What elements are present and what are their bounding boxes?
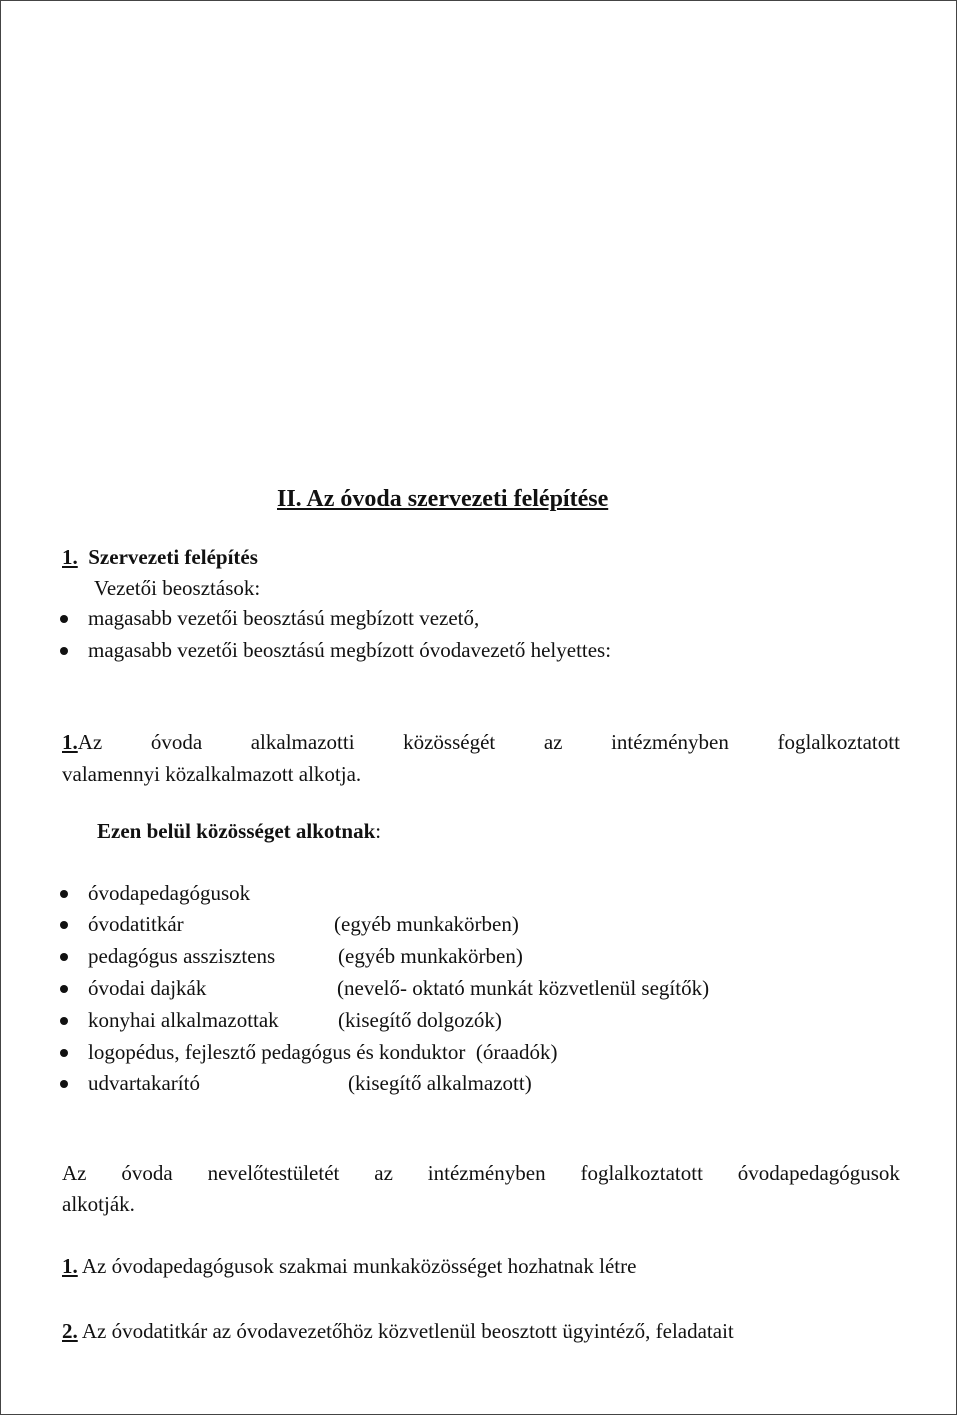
item-note: (kisegítő dolgozók) xyxy=(338,1008,502,1032)
paragraph-1-line-2: valamennyi közalkalmazott alkotja. xyxy=(62,762,362,786)
section-title: Szervezeti felépítés xyxy=(88,545,258,569)
community-item xyxy=(88,944,523,968)
word: óvoda xyxy=(150,730,203,754)
section-heading xyxy=(62,545,258,569)
word: közösségét xyxy=(403,730,496,754)
word: Az xyxy=(77,730,103,754)
word: óvoda xyxy=(121,1161,173,1185)
community-item xyxy=(88,912,519,936)
item-name: óvodatitkár xyxy=(88,912,184,936)
page-title: II. Az óvoda szervezeti felépítése xyxy=(277,486,609,512)
leader-item: magasabb vezetői beosztású megbízott vezető, xyxy=(88,606,480,630)
community-heading xyxy=(97,819,381,843)
paragraph-1-line-1 xyxy=(62,730,900,754)
item-note: (kisegítő alkalmazott) xyxy=(348,1071,532,1095)
section-subtitle: Vezetői beosztások: xyxy=(94,576,261,600)
word: intézményben xyxy=(427,1161,546,1185)
leader-item: magasabb vezetői beosztású megbízott óvodavezető helyettes: xyxy=(88,638,612,662)
word: Az xyxy=(62,1161,87,1185)
item-name: óvodapedagógusok xyxy=(88,881,251,905)
community-item xyxy=(88,976,710,1000)
paragraph-2-line-2: alkotják. xyxy=(62,1192,135,1216)
item-name: udvartakarító xyxy=(88,1071,200,1095)
section-number: 1. xyxy=(62,545,78,569)
item-name: óvodai dajkák xyxy=(88,976,207,1000)
item-name: konyhai alkalmazottak xyxy=(88,1008,279,1032)
paragraph-2-line-1 xyxy=(62,1161,900,1185)
community-item xyxy=(88,1040,557,1064)
community-item xyxy=(88,1008,502,1032)
word: az xyxy=(543,730,563,754)
item-name: logopédus, fejlesztő pedagógus és konduktor xyxy=(88,1040,466,1064)
word: intézményben xyxy=(611,730,729,754)
item-note: (egyéb munkakörben) xyxy=(338,944,523,968)
item-text: Az óvodapedagógusok szakmai munkaközösséget hozhatnak létre xyxy=(81,1254,637,1278)
word: alkalmazotti xyxy=(250,730,355,754)
paragraph-number: 1. xyxy=(62,730,78,754)
community-heading-text: Ezen belül közösséget alkotnak xyxy=(97,819,376,843)
item-name: pedagógus asszisztens xyxy=(88,944,276,968)
community-item xyxy=(88,1071,532,1095)
item-number: 2. xyxy=(62,1319,78,1343)
item-note: (egyéb munkakörben) xyxy=(334,912,519,936)
item-note: (óraadók) xyxy=(475,1040,558,1064)
word: az xyxy=(374,1161,393,1185)
numbered-item xyxy=(62,1254,636,1278)
item-note: (nevelő- oktató munkát közvetlenül segítők) xyxy=(337,976,710,1000)
word: óvodapedagógusok xyxy=(737,1161,900,1185)
word: foglalkoztatott xyxy=(580,1161,703,1185)
item-number: 1. xyxy=(62,1254,78,1278)
community-item xyxy=(88,881,250,905)
word: nevelőtestületét xyxy=(207,1161,340,1185)
item-text: Az óvodatitkár az óvodavezetőhöz közvetlenül beosztott ügyintéző, feladatait xyxy=(81,1319,734,1343)
numbered-item xyxy=(62,1319,734,1343)
community-heading-colon: : xyxy=(375,819,382,843)
word: foglalkoztatott xyxy=(777,730,900,754)
